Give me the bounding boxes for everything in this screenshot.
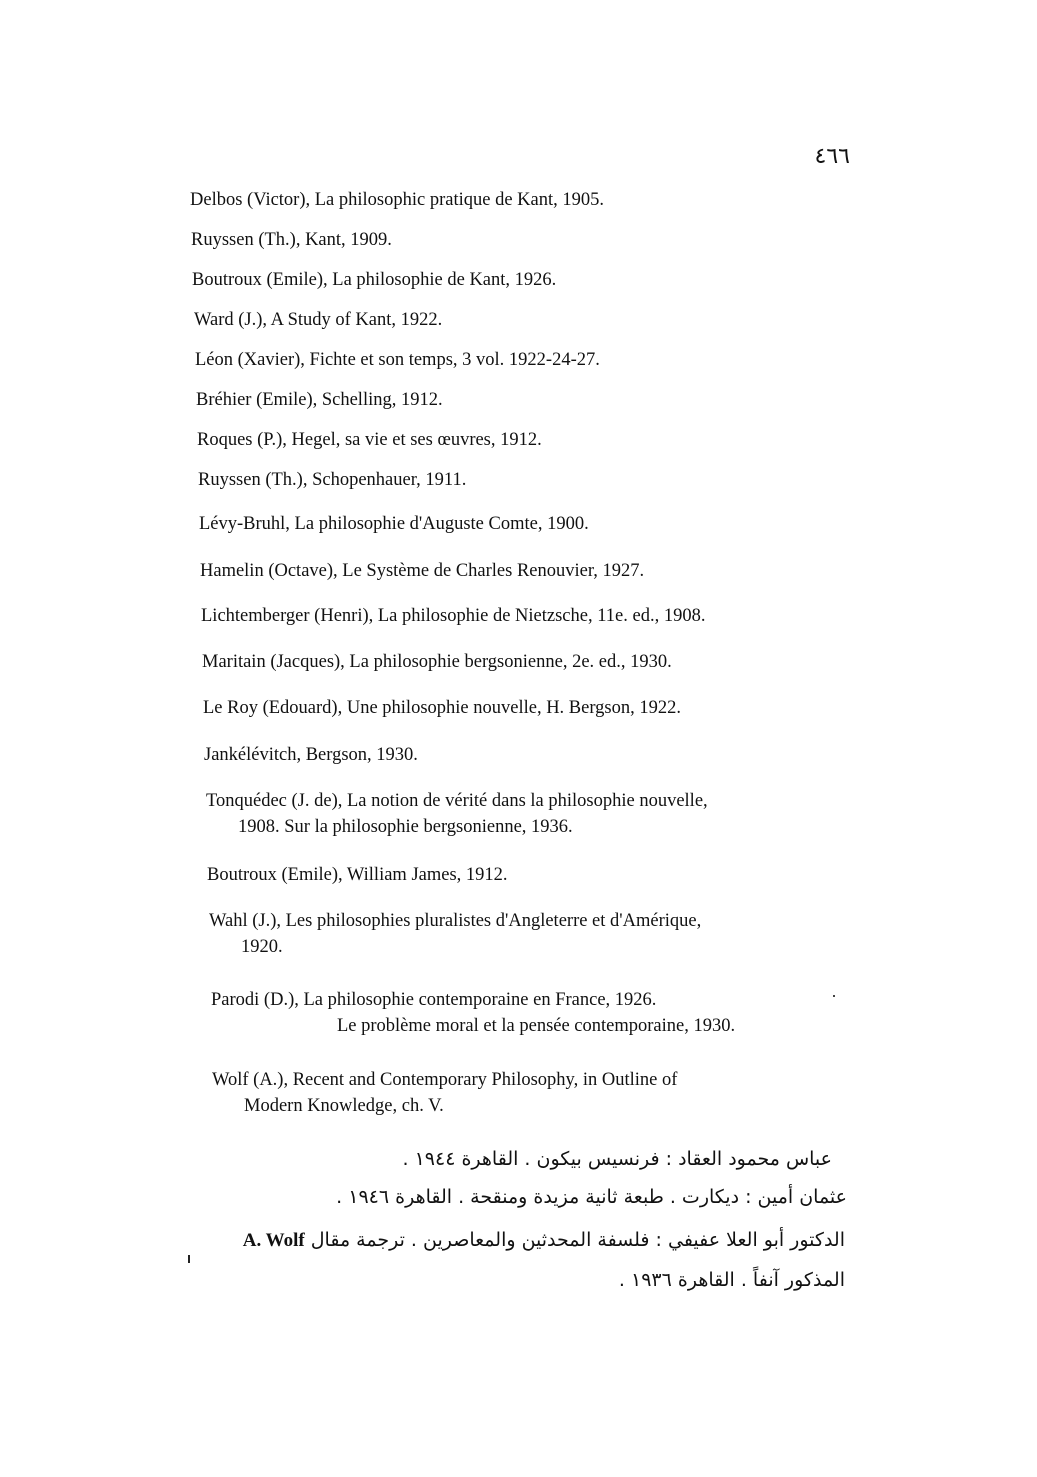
bibliography-entry-maritain bbox=[202, 649, 672, 675]
arabic-entry-amin bbox=[336, 1180, 847, 1214]
bibliography-entry-jankelevitch bbox=[204, 742, 418, 768]
arabic-entry-text: عثمان أمين : ديكارت . طبعة ثانية مزيدة ومنقحة . القاهرة ١٩٤٦ . bbox=[336, 1186, 847, 1208]
entry-text: Lichtemberger (Henri), La philosophie de Nietzsche, 11e. ed., 1908. bbox=[201, 606, 706, 626]
bibliography-entry-delbos bbox=[190, 187, 604, 213]
bibliography-entry-levy-bruhl bbox=[199, 511, 589, 537]
entry-text: Parodi (D.), La philosophie contemporaine en France, 1926. bbox=[211, 990, 657, 1010]
arabic-entry-text: عباس محمود العقاد : فرنسيس بيكون . القاهرة ١٩٤٤ . bbox=[402, 1148, 832, 1170]
bibliography-entry-wolf bbox=[212, 1067, 677, 1119]
entry-text: Ruyssen (Th.), Schopenhauer, 1911. bbox=[198, 470, 467, 490]
bibliography-entry-brehier bbox=[196, 387, 443, 413]
bibliography-entry-ruyssen-schopenhauer bbox=[198, 467, 466, 493]
entry-text: Boutroux (Emile), La philosophie de Kant, 1926. bbox=[192, 270, 557, 290]
entry-text: Ruyssen (Th.), Kant, 1909. bbox=[191, 230, 392, 250]
bibliography-entry-parodi bbox=[211, 987, 735, 1039]
arabic-entry-afifi bbox=[243, 1223, 845, 1258]
entry-text: Jankélévitch, Bergson, 1930. bbox=[204, 745, 418, 765]
arabic-entry-latin-name: A. Wolf bbox=[242, 1230, 305, 1251]
bibliography-entry-le-roy bbox=[203, 695, 681, 721]
page-number: ٤٦٦ bbox=[814, 144, 850, 169]
bibliography-entry-tonquedec bbox=[206, 788, 708, 840]
entry-continuation: Le problème moral et la pensée contemporaine, 1930. bbox=[337, 1016, 736, 1036]
entry-text: Wolf (A.), Recent and Contemporary Philosophy, in Outline of bbox=[212, 1070, 678, 1090]
entry-text: Wahl (J.), Les philosophies pluralistes d'Angleterre et d'Amérique, bbox=[209, 911, 702, 931]
entry-text: Le Roy (Edouard), Une philosophie nouvelle, H. Bergson, 1922. bbox=[203, 698, 682, 718]
entry-continuation: 1920. bbox=[241, 937, 283, 957]
entry-text: Maritain (Jacques), La philosophie bergsonienne, 2e. ed., 1930. bbox=[202, 652, 672, 672]
bibliography-entry-ward bbox=[194, 307, 442, 333]
bibliography-entry-roques bbox=[197, 427, 542, 453]
bibliography-entry-boutroux-kant bbox=[192, 267, 556, 293]
bibliography-entry-ruyssen-kant bbox=[191, 227, 392, 253]
entry-text: Bréhier (Emile), Schelling, 1912. bbox=[196, 390, 443, 410]
scan-speck bbox=[833, 995, 835, 997]
entry-text: Hamelin (Octave), Le Système de Charles Renouvier, 1927. bbox=[200, 561, 645, 581]
bibliography-entry-wahl bbox=[209, 908, 701, 960]
entry-continuation: 1908. Sur la philosophie bergsonienne, 1936. bbox=[238, 817, 573, 837]
margin-mark bbox=[188, 1255, 190, 1263]
entry-text: Tonquédec (J. de), La notion de vérité dans la philosophie nouvelle, bbox=[206, 791, 708, 811]
entry-text: Delbos (Victor), La philosophic pratique de Kant, 1905. bbox=[190, 190, 605, 210]
arabic-entry-aqqad bbox=[403, 1142, 833, 1176]
entry-text: Lévy-Bruhl, La philosophie d'Auguste Comte, 1900. bbox=[199, 514, 589, 534]
bibliography-entry-hamelin bbox=[200, 558, 644, 584]
entry-text: Boutroux (Emile), William James, 1912. bbox=[207, 865, 508, 885]
arabic-entry-text: المذكور آنفاً . القاهرة ١٩٣٦ . bbox=[618, 1269, 845, 1291]
entry-continuation: Modern Knowledge, ch. V. bbox=[244, 1096, 444, 1116]
entry-text: Roques (P.), Hegel, sa vie et ses œuvres, 1912. bbox=[197, 430, 542, 450]
arabic-entry-text: الدكتور أبو العلا عفيفي : فلسفة المحدثين والمعاصرين . ترجمة مقال bbox=[310, 1229, 845, 1251]
bibliography-entry-lichtemberger bbox=[201, 603, 705, 629]
bibliography-entry-leon bbox=[195, 347, 600, 373]
bibliography-entry-boutroux-james bbox=[207, 862, 508, 888]
entry-text: Léon (Xavier), Fichte et son temps, 3 vol. 1922-24-27. bbox=[195, 350, 600, 370]
entry-text: Ward (J.), A Study of Kant, 1922. bbox=[194, 310, 443, 330]
arabic-entry-afifi-continuation bbox=[619, 1263, 845, 1297]
